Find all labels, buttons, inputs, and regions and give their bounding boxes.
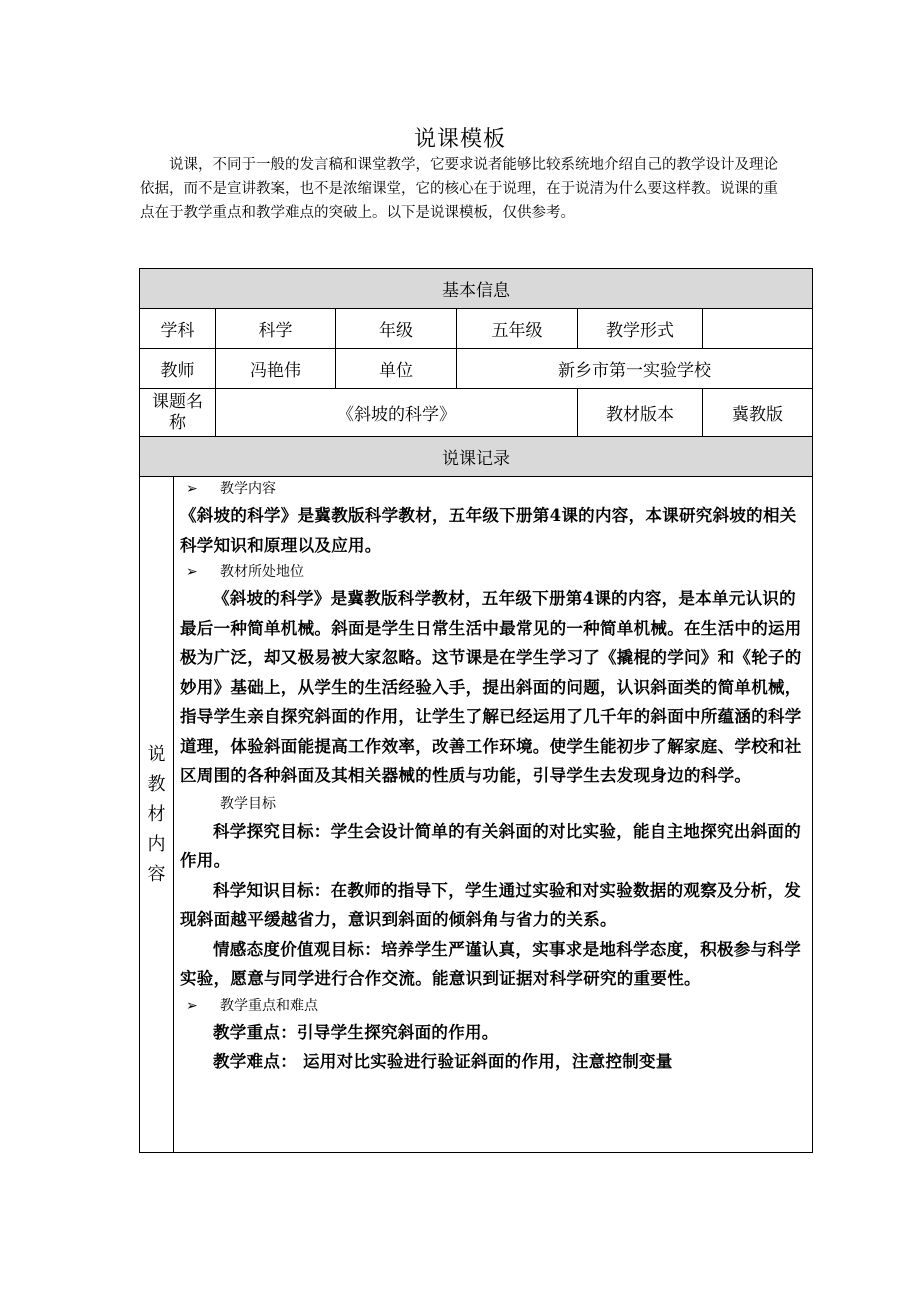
grade-value: 五年级 [457,309,578,349]
content-cell [174,477,813,1153]
basic-info-header: 基本信息 [140,269,813,309]
intro-text: 说课，不同于一般的发言稿和课堂教学，它要求说者能够比较系统地介绍自己的教学设计及理论依据，而不是宣讲教案，也不是浓缩课堂，它的核心在于说理，在于说清为什么要这样教。说课的重点在于教学重点和教学难点的突破上。以下是说课模板，仅供参考。 [140,157,778,221]
intro-paragraph [140,153,788,225]
content-row [140,477,813,1153]
bullet-arrow-icon: ➢ [186,997,198,1014]
subject-row [140,309,813,349]
section-heading: 教学内容 [220,481,276,497]
subject-value: 科学 [216,309,336,349]
side-label: 说教材内容 [147,743,166,885]
teacher-row [140,349,813,389]
side-label-cell [140,477,174,1153]
topic-label: 课题名称 [140,389,216,437]
edition-value: 冀教版 [703,389,813,437]
record-header-row [140,437,813,477]
content-paragraph: 教学难点： 运用对比实验进行验证斜面的作用，注意控制变量 [213,1052,673,1071]
content-paragraph: 《斜坡的科学》是冀教版科学教材，五年级下册第4课的内容，本课研究斜坡的相关科学知识和原理以及应用。 [180,506,797,555]
record-header: 说课记录 [140,437,813,477]
teacher-value: 冯艳伟 [216,349,336,389]
section-heading: 教材所处地位 [220,564,304,580]
content-paragraph: 《斜坡的科学》是冀教版科学教材，五年级下册第4课的内容，是本单元认识的最后一种简单机械。斜面是学生日常生活中最常见的一种简单机械。在生活中的运用极为广泛，却又极易被大家忽略。这节课是在学生学习了《撬棍的学问》和《轮子的妙用》基础上，从学生的生活经验入手，提出斜面的问题，认识斜面类的简单机械，指导学生亲自探究斜面的作用，让学生了解已经运用了几千年的斜面中所蕴涵的科学道理，体验斜面能提高工作效率，改善工作环境。使学生能初步了解家庭、学校和社区周围的各种斜面及其相关器械的性质与功能，引导学生去发现身边的科学。 [180,589,802,785]
form-label: 教学形式 [578,309,703,349]
topic-value: 《斜坡的科学》 [216,389,578,437]
content-paragraph: 科学探究目标：学生会设计简单的有关斜面的对比实验，能自主地探究出斜面的作用。 [180,821,801,870]
unit-label: 单位 [336,349,457,389]
section-teaching-goals: 教学目标 [220,795,276,812]
bullet-arrow-icon: ➢ [186,481,198,497]
content-paragraph: 教学重点：引导学生探究斜面的作用。 [213,1022,499,1042]
subject-label: 学科 [140,309,216,349]
unit-value: 新乡市第一实验学校 [457,349,813,389]
page-title: 说课模板 [413,127,506,152]
lesson-table [139,268,812,1158]
grade-label: 年级 [336,309,457,349]
content-paragraph: 科学知识目标：在教师的指导下，学生通过实验和对实验数据的观察及分析，发现斜面越平缓越省力，意识到斜面的倾斜角与省力的关系。 [180,880,801,929]
section-heading: 教学重点和难点 [220,997,318,1014]
content-paragraph: 情感态度价值观目标：培养学生严谨认真，实事求是地科学态度，积极参与科学实验，愿意与同学进行合作交流。能意识到证据对科学研究的重要性。 [180,939,801,988]
edition-label: 教材版本 [578,389,703,437]
topic-row [140,389,813,437]
teacher-label: 教师 [140,349,216,389]
bullet-arrow-icon: ➢ [186,564,198,580]
form-value [703,309,813,349]
section-key-points [180,994,806,1018]
section-textbook-position [180,560,806,584]
basic-info-header-row [140,269,813,309]
section-teaching-content [180,477,806,501]
